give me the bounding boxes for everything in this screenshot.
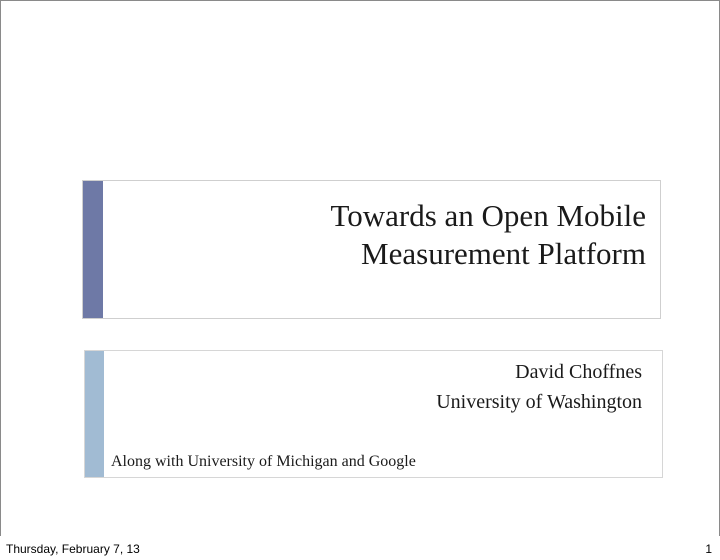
title-line-2: Measurement Platform — [361, 236, 646, 271]
author-affiliation: University of Washington — [436, 391, 642, 413]
footer — [0, 536, 720, 560]
slide-subtitle — [436, 357, 642, 417]
title-box — [82, 180, 661, 319]
subtitle-box — [84, 350, 663, 478]
title-line-1: Towards an Open Mobile — [330, 198, 646, 233]
slide-title — [330, 197, 646, 273]
footer-date: Thursday, February 7, 13 — [6, 542, 140, 556]
collaborators-text: Along with University of Michigan and Google — [111, 453, 416, 470]
page-number: 1 — [705, 542, 712, 556]
author-name: David Choffnes — [515, 361, 642, 383]
subtitle-accent-bar — [85, 351, 104, 477]
title-accent-bar — [83, 181, 103, 318]
